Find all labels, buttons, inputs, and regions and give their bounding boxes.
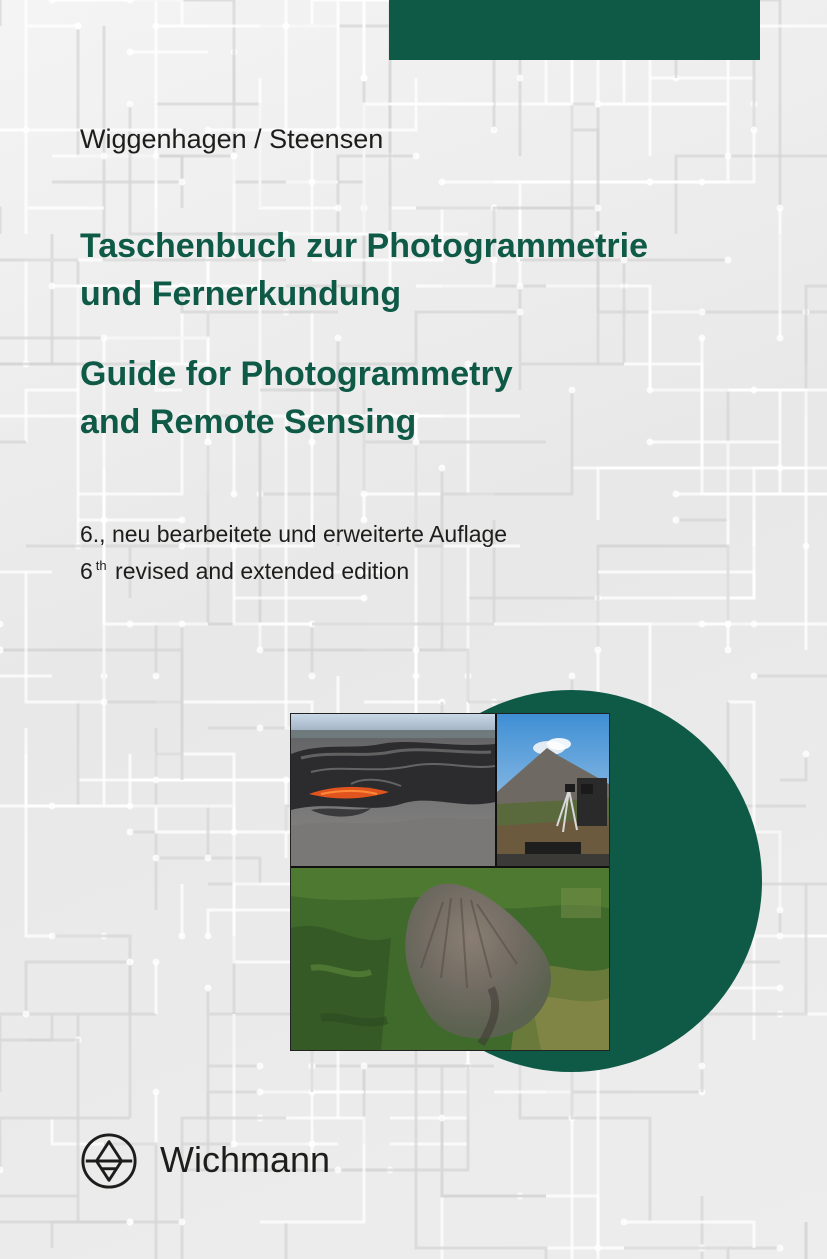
- title-english: [80, 350, 513, 446]
- edition-number: 6: [80, 558, 93, 584]
- title-english-line-1: Guide for Photogrammetry: [80, 355, 513, 393]
- photo-collage: [290, 713, 610, 1051]
- edition-english-rest: revised and extended edition: [115, 558, 410, 584]
- authors: Wiggenhagen / Steensen: [80, 124, 384, 154]
- edition-german: 6., neu bearbeitete und erweiterte Auflage: [80, 521, 508, 547]
- volcano-satellite-image: [291, 868, 609, 1050]
- title-german: [80, 222, 648, 318]
- volcano-camera-photo: [497, 714, 609, 866]
- lava-flow-photo: [291, 714, 495, 866]
- edition-english: [80, 550, 507, 587]
- top-accent-bar: [389, 0, 760, 60]
- title-german-line-2: und Fernerkundung: [80, 275, 402, 313]
- publisher-name: Wichmann: [160, 1139, 331, 1180]
- wichmann-emblem-icon: [80, 1132, 138, 1190]
- edition-info: [80, 518, 507, 587]
- title-german-line-1: Taschenbuch zur Photogrammetrie: [80, 227, 649, 265]
- edition-superscript: th: [95, 558, 107, 573]
- title-english-line-2: and Remote Sensing: [80, 403, 417, 441]
